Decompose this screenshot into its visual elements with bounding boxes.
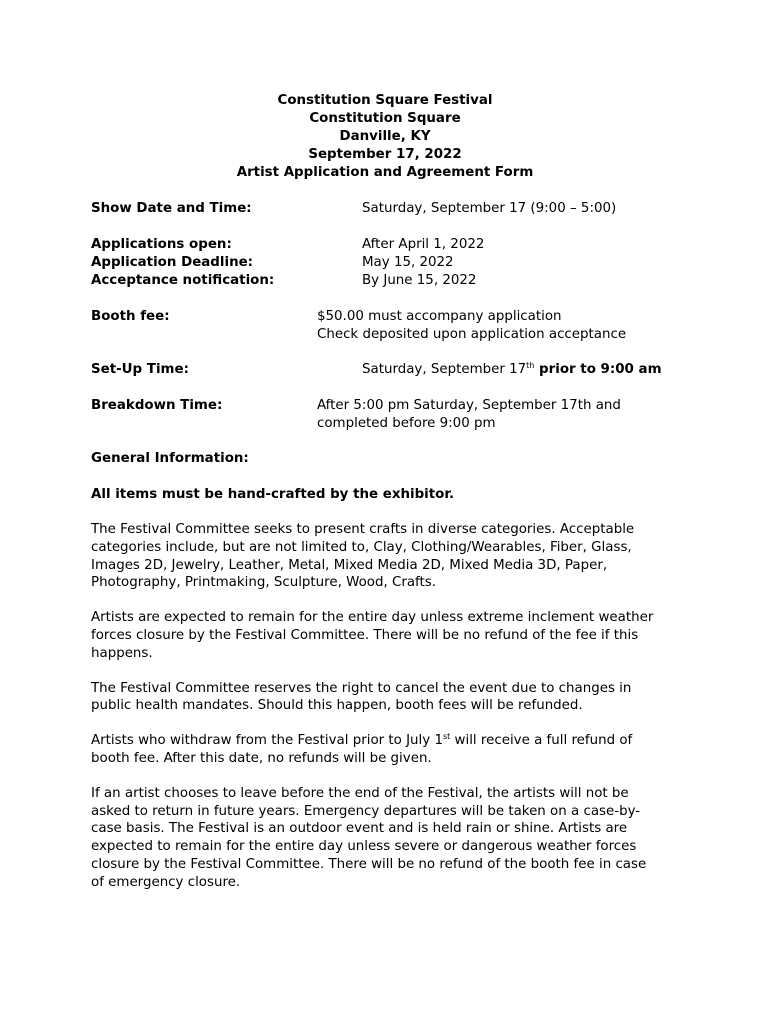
paragraph-line: Images 2D, Jewelry, Leather, Metal, Mixed Media 2D, Mixed Media 3D, Paper,: [91, 557, 608, 573]
setup-deadline: prior to 9:00 am: [534, 362, 662, 377]
venue-location: Danville, KY: [339, 129, 431, 144]
withdrawal-date-suffix: st: [442, 732, 451, 742]
breakdown-time-line-1: After 5:00 pm Saturday, September 17th and: [317, 398, 621, 413]
withdrawal-paragraph: [91, 732, 681, 768]
venue-name: Constitution Square: [309, 111, 461, 126]
early-departure-paragraph: [91, 785, 681, 892]
breakdown-time-line-2: completed before 9:00 pm: [317, 416, 496, 431]
booth-fee-label: Booth fee:: [91, 309, 170, 324]
paragraph-line: [91, 732, 681, 750]
booth-fee-value: [317, 308, 626, 344]
acceptance-notification-label: Acceptance notification:: [91, 273, 275, 288]
cancellation-paragraph: [91, 680, 681, 716]
breakdown-time-row: [91, 397, 691, 433]
applications-open-row: [91, 236, 691, 254]
booth-fee-deposit-note: Check deposited upon application acceptance: [317, 327, 627, 342]
applications-open-label: Applications open:: [91, 237, 232, 252]
paragraph-line: Photography, Printmaking, Sculpture, Wood, Crafts.: [91, 575, 437, 591]
applications-open-value: After April 1, 2022: [362, 237, 485, 252]
setup-time-value: [362, 361, 662, 379]
show-date-label: Show Date and Time:: [91, 201, 252, 216]
festival-date: September 17, 2022: [308, 147, 462, 162]
general-information-heading-row: [91, 450, 691, 468]
attendance-paragraph: [91, 609, 681, 662]
paragraph-line: public health mandates. Should this happen, booth fees will be refunded.: [91, 698, 583, 714]
general-information-heading: General Information:: [91, 451, 249, 466]
handcrafted-rule: All items must be hand-crafted by the exhibitor.: [91, 487, 455, 502]
booth-fee-amount: $50.00 must accompany application: [317, 309, 562, 324]
handcrafted-rule-row: [91, 486, 691, 504]
setup-date-suffix: th: [526, 361, 535, 370]
paragraph-line: closure by the Festival Committee. There will be no refund of the booth fee in case: [91, 856, 647, 872]
document-page: [91, 92, 691, 892]
paragraph-line: expected to remain for the entire day unless severe or dangerous weather forces: [91, 839, 637, 855]
acceptance-notification-value: By June 15, 2022: [362, 273, 477, 288]
categories-paragraph: [91, 521, 681, 592]
paragraph-line: happens.: [91, 645, 153, 661]
setup-time-label: Set-Up Time:: [91, 362, 189, 377]
breakdown-time-label: Breakdown Time:: [91, 398, 223, 413]
paragraph-line: of emergency closure.: [91, 874, 241, 890]
setup-date: Saturday, September 17: [362, 362, 527, 377]
paragraph-line: case basis. The Festival is an outdoor event and is held rain or shine. Artists are: [91, 821, 628, 837]
applications-block: [91, 236, 691, 290]
acceptance-notification-row: [91, 272, 691, 290]
paragraph-line: If an artist chooses to leave before the end of the Festival, the artists will not be: [91, 785, 629, 801]
show-date-row: [91, 200, 691, 218]
show-date-value: Saturday, September 17 (9:00 – 5:00): [362, 201, 617, 216]
setup-time-row: [91, 361, 691, 379]
paragraph-line: The Festival Committee seeks to present crafts in diverse categories. Acceptable: [91, 522, 635, 537]
paragraph-line: categories include, but are not limited to, Clay, Clothing/Wearables, Fiber, Glass,: [91, 539, 632, 555]
breakdown-time-value: [317, 397, 621, 433]
form-title: Artist Application and Agreement Form: [236, 165, 534, 180]
application-deadline-value: May 15, 2022: [362, 255, 454, 270]
withdrawal-text-end: will receive a full refund of: [450, 733, 633, 749]
paragraph-line: asked to return in future years. Emergency departures will be taken on a case-by-: [91, 803, 641, 819]
paragraph-line: booth fee. After this date, no refunds will be given.: [91, 750, 432, 766]
application-deadline-row: [91, 254, 691, 272]
paragraph-line: Artists are expected to remain for the entire day unless extreme inclement weather: [91, 610, 654, 626]
paragraph-line: forces closure by the Festival Committee. There will be no refund of the fee if this: [91, 627, 639, 643]
withdrawal-text: Artists who withdraw from the Festival prior to July 1: [91, 733, 443, 749]
paragraph-line: The Festival Committee reserves the right to cancel the event due to changes in: [91, 680, 632, 696]
document-header: [91, 92, 679, 182]
application-deadline-label: Application Deadline:: [91, 255, 254, 270]
booth-fee-row: [91, 308, 691, 344]
festival-name: Constitution Square Festival: [277, 93, 493, 108]
